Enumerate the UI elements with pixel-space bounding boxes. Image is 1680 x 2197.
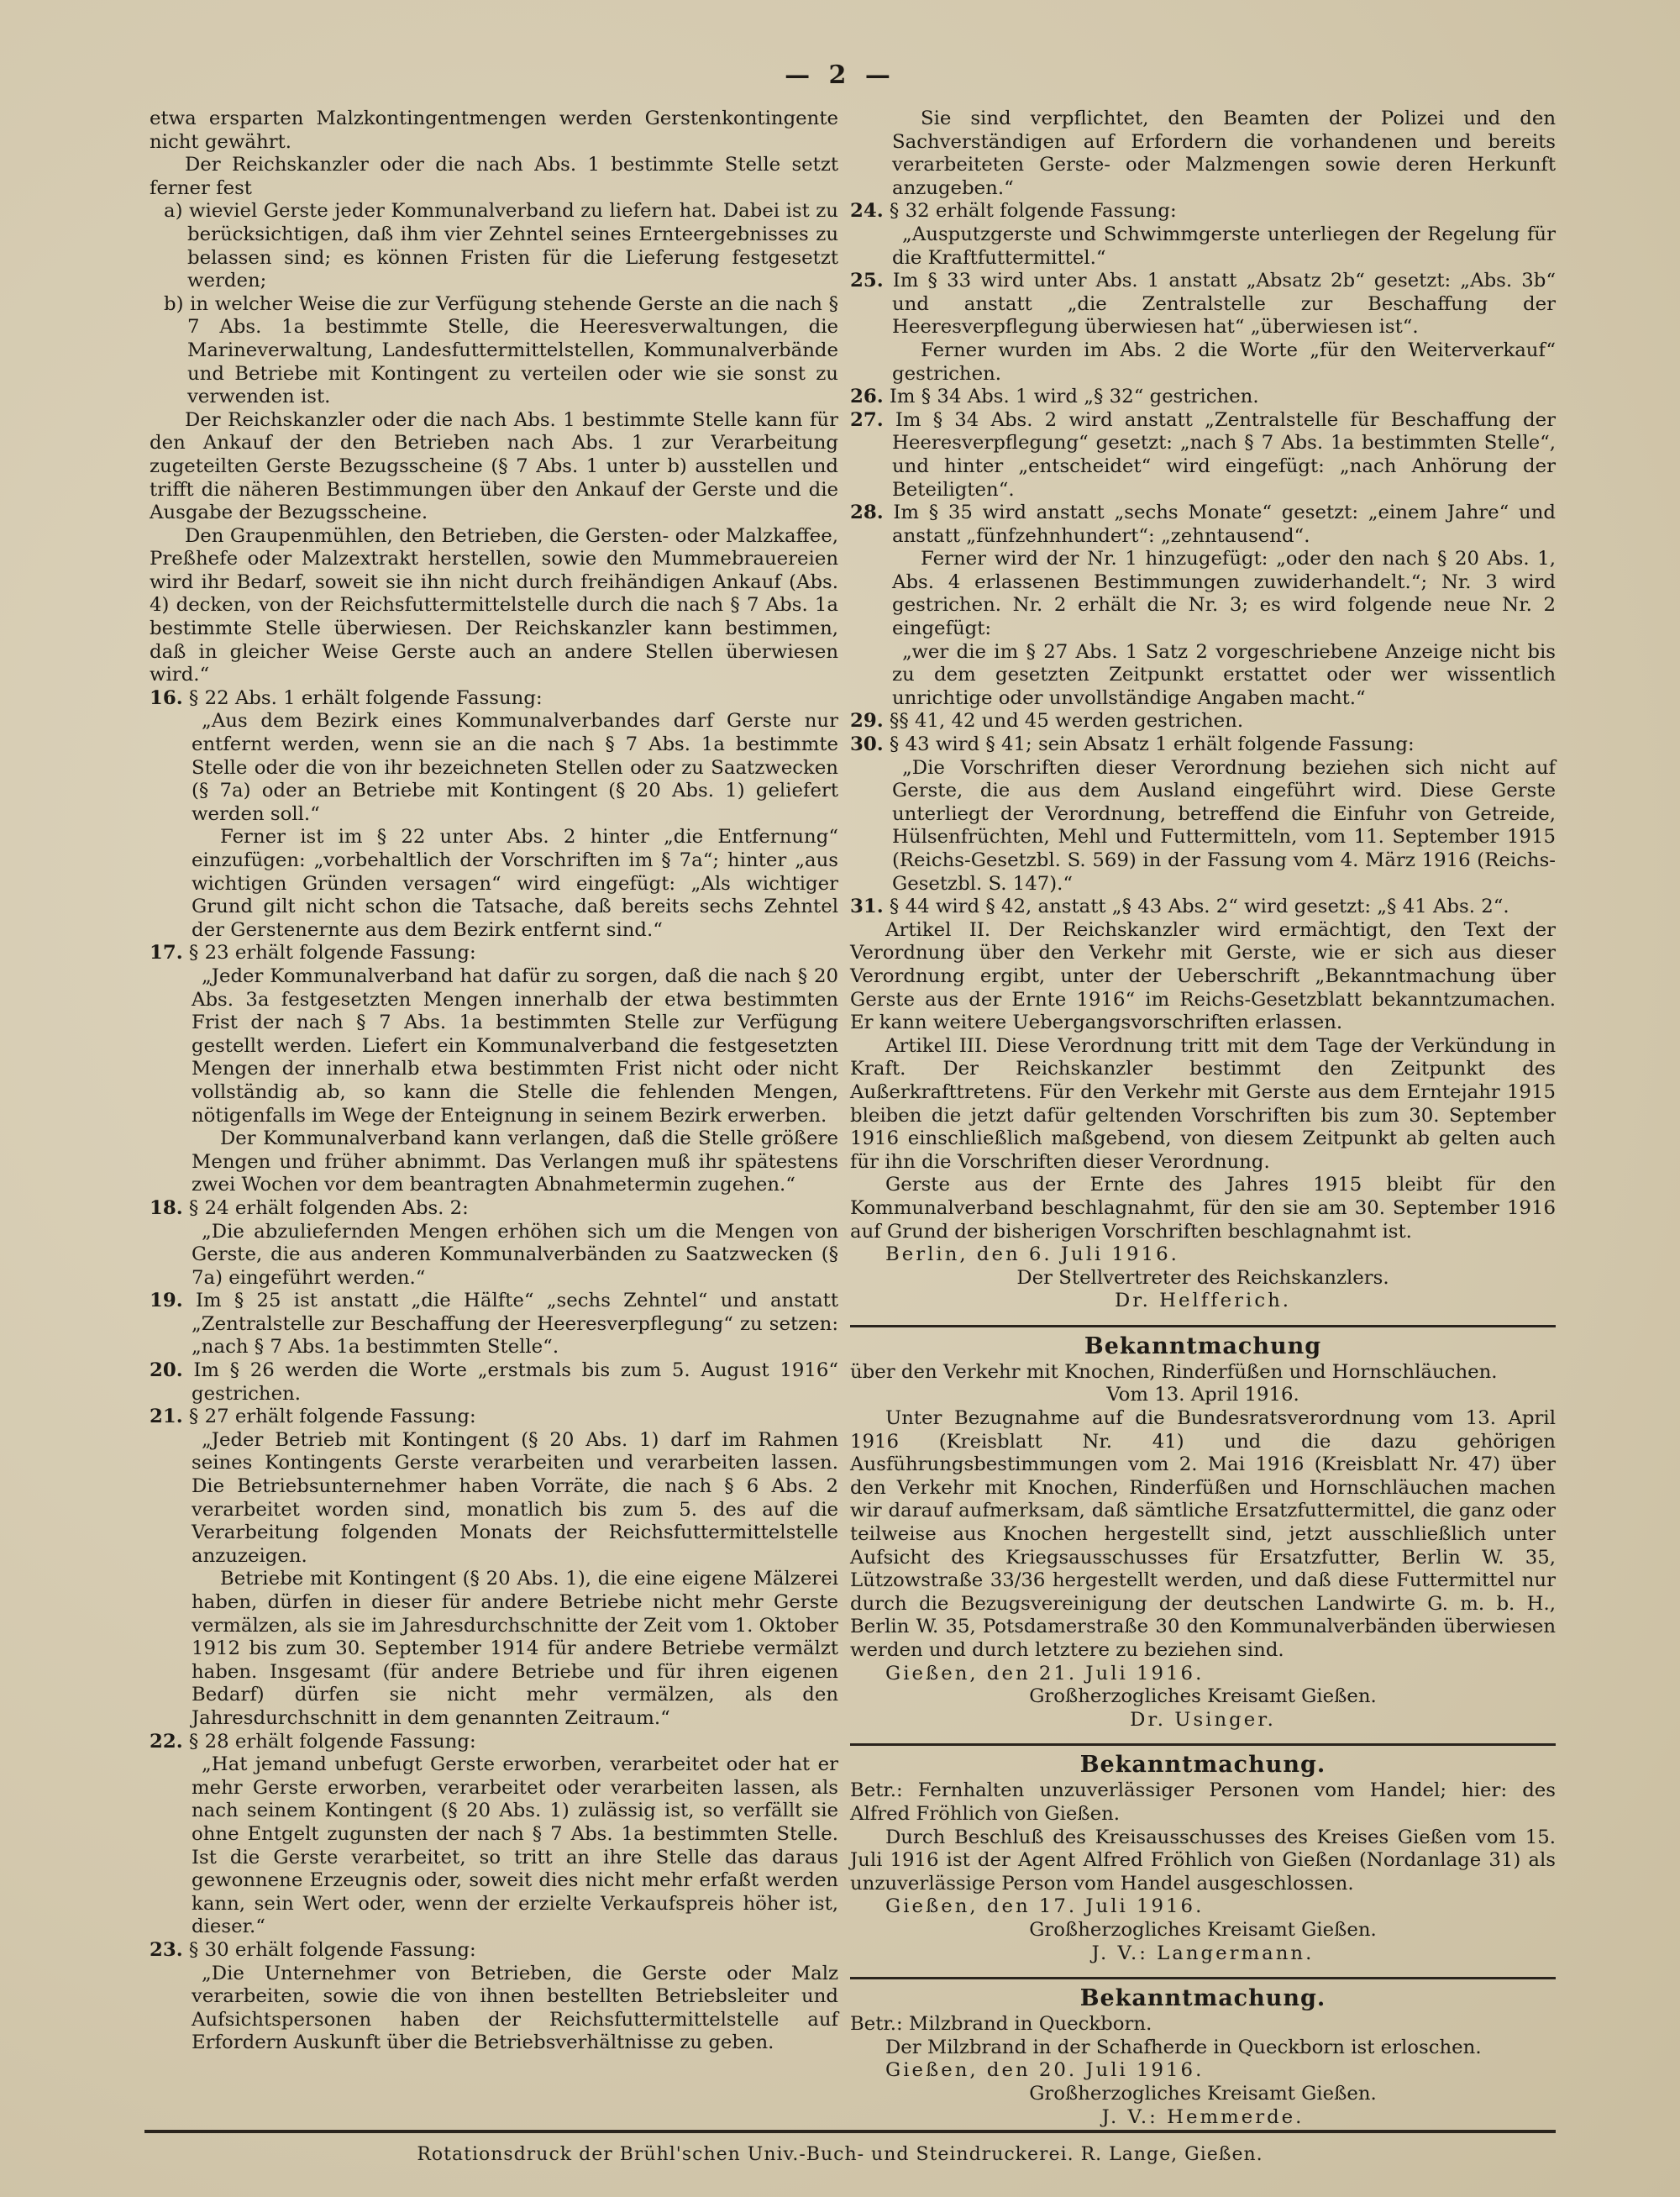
paragraph-text: §§ 41, 42 und 45 werden gestrichen.: [889, 710, 1244, 733]
paragraph-text: Dr. Helfferich.: [1114, 1290, 1292, 1312]
paragraph-text: Artikel II. Der Reichskanzler wird ermächtigt, den Text der Verordnung über den Verkehr mit Gerste, wie er sich aus dieser Verordnung ergibt, unter der Ueberschrift „Bekanntmachung über Gerste aus der Ernte 1916“ im Reichs-Gesetzblatt bekanntzumachen. Er kann weitere Uebergangsvorschriften erlassen.: [850, 918, 1556, 1034]
notice-heading: [850, 1751, 1556, 1779]
text-paragraph: [850, 2059, 1556, 2083]
paragraph-text: § 28 erhält folgende Fassung:: [188, 1730, 476, 1753]
paragraph-text: Berlin, den 6. Juli 1916.: [885, 1243, 1179, 1266]
item-number: 25.: [850, 270, 884, 292]
paragraph-text: § 24 erhält folgenden Abs. 2:: [188, 1196, 469, 1219]
text-paragraph: [150, 154, 838, 200]
text-paragraph: [850, 1663, 1556, 1686]
text-paragraph: [850, 2037, 1556, 2060]
paragraph-text: „Jeder Betrieb mit Kontingent (§ 20 Abs. 1) darf im Rahmen seines Kontingents Gerste verarbeiten und verarbeiten lassen. Die Betriebsunternehmer haben Vorräte, die nach § 6 Abs. 2 verarbeitet worden sind, monatlich bis zum 5. des auf die Verarbeitung folgenden Monats der Reichsfuttermittelstelle anzuzeigen.: [192, 1428, 838, 1567]
section-divider: [850, 1743, 1556, 1746]
text-paragraph: [850, 2083, 1556, 2106]
text-paragraph: [150, 1753, 838, 1939]
text-paragraph: [850, 1361, 1556, 1385]
text-paragraph: [850, 108, 1556, 200]
bottom-rule: [144, 2130, 1556, 2133]
text-paragraph: [850, 1779, 1556, 1826]
paragraph-text: Ferner wurden im Abs. 2 die Worte „für den Weiterverkauf“ gestrichen.: [892, 339, 1556, 385]
paragraph-text: „Aus dem Bezirk eines Kommunalverbandes darf Gerste nur entfernt werden, wenn sie an die nach § 7 Abs. 1a bestimmte Stelle oder die von ihr bezeichneten Stellen oder zu Saatzwecken (§ 7a) oder an Betriebe mit Kontingent (§ 20 Abs. 1) geliefert werden soll.“: [192, 710, 838, 825]
text-paragraph: [850, 339, 1556, 386]
paragraph-text: Gerste aus der Ernte des Jahres 1915 bleibt für den Kommunalverband beschlagnahmt, für den sie am 30. September 1916 auf Grund der bisherigen Vorschriften beschlagnahmt ist.: [850, 1174, 1556, 1243]
paragraph-text: „Die Unternehmer von Betrieben, die Gerste oder Malz verarbeiten, sowie die von ihnen bestellten Betriebsleiter und Aufsichtspersonen haben der Reichsfuttermittelstelle auf Erfordern Auskunft über die Betriebsverhältnisse zu geben.: [192, 1962, 838, 2054]
text-paragraph: [850, 1267, 1556, 1290]
paragraph-text: etwa ersparten Malzkontingentmengen werden Gerstenkontingente nicht gewährt.: [150, 108, 838, 153]
paragraph-text: Unter Bezugnahme auf die Bundesratsverordnung vom 13. April 1916 (Kreisblatt Nr. 41) und die dazu gehörigen Ausführungsbestimmungen vom 2. Mai 1916 (Kreisblatt Nr. 47) über den Verkehr mit Knochen, Rinderfüßen und Hornschläuchen machen wir darauf aufmerksam, daß sämtliche Ersatzfuttermittel, die ganz oder teilweise aus Knochen hergestellt sind, jetzt ausschließlich unter Aufsicht des Kriegsausschusses für Ersatzfutter, Berlin W. 35, Lützowstraße 33/36 hergestellt werden, und daß diese Futtermittel nur durch die Bezugsvereinigung der deutschen Landwirte G. m. b. H., Berlin W. 35, Potsdamerstraße 30 den Kommunalverbänden überwiesen werden und durch letztere zu beziehen sind.: [850, 1407, 1556, 1661]
section-divider: [850, 1977, 1556, 1979]
paragraph-text: „Ausputzgerste und Schwimmgerste unterliegen der Regelung für die Kraftfuttermittel.“: [892, 223, 1556, 269]
text-paragraph: [150, 1221, 838, 1290]
text-paragraph: [850, 1895, 1556, 1919]
text-paragraph: [850, 1407, 1556, 1663]
text-paragraph: [850, 409, 1556, 502]
text-paragraph: [850, 733, 1556, 757]
text-paragraph: [150, 1568, 838, 1730]
text-paragraph: [850, 200, 1556, 223]
paragraph-text: Im § 25 ist anstatt „die Hälfte“ „sechs Zehntel“ und anstatt „Zentralstelle zur Beschaffung der Heeresverpflegung“ zu setzen: „nach § 7 Abs. 1a bestimmten Stelle“.: [192, 1290, 838, 1359]
paragraph-text: Durch Beschluß des Kreisausschusses des Kreises Gießen vom 15. Juli 1916 ist der Agent Alfred Fröhlich von Gießen (Nordanlage 31) als unzuverlässige Person vom Handel ausgeschlossen.: [850, 1826, 1556, 1895]
paragraph-text: Betr.: Fernhalten unzuverlässiger Personen vom Handel; hier: des Alfred Fröhlich von Gießen.: [850, 1779, 1556, 1825]
paragraph-text: Der Stellvertreter des Reichskanzlers.: [1016, 1266, 1389, 1289]
text-paragraph: [150, 200, 838, 292]
paragraph-text: Sie sind verpflichtet, den Beamten der Polizei und den Sachverständigen auf Erfordern die vorhandenen und bereits verarbeiteten Gerste- oder Malzmengen sowie deren Herkunft anzugeben.“: [892, 108, 1556, 199]
text-paragraph: [850, 2106, 1556, 2130]
paragraph-text: Gießen, den 17. Juli 1916.: [885, 1895, 1205, 1918]
text-paragraph: [150, 293, 838, 409]
text-paragraph: [150, 826, 838, 942]
text-paragraph: [850, 223, 1556, 270]
paragraph-text: Vom 13. April 1916.: [1106, 1384, 1299, 1406]
item-number: 16.: [150, 686, 183, 709]
text-paragraph: [850, 710, 1556, 733]
text-paragraph: [150, 1406, 838, 1429]
paragraph-text: Bekanntmachung.: [1079, 1752, 1326, 1779]
text-paragraph: [850, 919, 1556, 1035]
paragraph-text: J. V.: Hemmerde.: [1101, 2105, 1305, 2128]
paragraph-text: Gießen, den 21. Juli 1916.: [885, 1662, 1205, 1685]
text-paragraph: [150, 1359, 838, 1406]
paragraph-text: Im § 35 wird anstatt „sechs Monate“ gesetzt: „einem Jahre“ und anstatt „fünfzehnhundert“: „zehntausend“.: [892, 502, 1556, 547]
text-paragraph: [150, 1963, 838, 2055]
text-paragraph: [850, 1685, 1556, 1709]
paragraph-text: § 23 erhält folgende Fassung:: [188, 942, 476, 964]
item-number: 17.: [150, 942, 183, 964]
section-divider: [850, 1325, 1556, 1327]
text-paragraph: [850, 386, 1556, 409]
item-number: 24.: [850, 200, 884, 223]
item-number: 28.: [850, 502, 884, 524]
paragraph-text: Der Reichskanzler oder die nach Abs. 1 bestimmte Stelle kann für den Ankauf der den Betrieben nach Abs. 1 zur Verarbeitung zugeteilten Gerste Bezugsscheine (§ 7 Abs. 1 unter b) ausstellen und trifft die näheren Bestimmungen über den Ankauf der Gerste und die Ausgabe der Bezugsscheine.: [150, 408, 838, 524]
text-paragraph: [150, 1127, 838, 1197]
paragraph-text: „Die abzuliefernden Mengen erhöhen sich um die Mengen von Gerste, die aus anderen Kommunalverbänden zu Saatzwecken (§ 7a) eingeführt werden.“: [192, 1220, 838, 1289]
text-paragraph: [150, 1939, 838, 1963]
text-paragraph: [850, 1942, 1556, 1966]
paragraph-text: Bekanntmachung: [1084, 1332, 1322, 1359]
text-paragraph: [850, 502, 1556, 548]
paragraph-text: Artikel III. Diese Verordnung tritt mit dem Tage der Verkündung in Kraft. Der Reichskanzler bestimmt den Zeitpunkt des Außerkrafttretens. Für den Verkehr mit Gerste aus dem Erntejahr 1915 bleiben die jetzt dafür geltenden Vorschriften bis zum 30. September 1916 einschließlich maßgebend, von diesem Zeitpunkt ab gelten auch für ihn die Vorschriften dieser Verordnung.: [850, 1034, 1556, 1173]
item-number: 26.: [850, 386, 884, 408]
text-paragraph: [150, 965, 838, 1127]
paragraph-text: über den Verkehr mit Knochen, Rinderfüßen und Hornschläuchen.: [850, 1360, 1498, 1383]
paragraph-text: § 43 wird § 41; sein Absatz 1 erhält folgende Fassung:: [889, 733, 1415, 756]
text-paragraph: [850, 896, 1556, 919]
paragraph-text: Ferner ist im § 22 unter Abs. 2 hinter „die Entfernung“ einzufügen: „vorbehaltlich der Vorschriften im § 7a“; hinter „aus wichtigen Gründen versagen“ wird eingefügt: „Als wichtiger Grund gilt nicht schon die Tatsache, daß bereits sechs Zehntel der Gerstenernte aus dem Bezirk entfernt sind.“: [192, 826, 838, 941]
page-number: — 2 —: [785, 60, 895, 90]
paragraph-text: Dr. Usinger.: [1130, 1708, 1276, 1731]
text-paragraph: [850, 1384, 1556, 1407]
paragraph-text: „wer die im § 27 Abs. 1 Satz 2 vorgeschriebene Anzeige nicht bis zu dem gesetzten Zeitpunkt erstattet oder wer wissentlich unrichtige oder unvollständige Angaben macht.“: [892, 640, 1556, 709]
text-paragraph: [850, 1709, 1556, 1732]
text-paragraph: [850, 1174, 1556, 1243]
paragraph-text: „Die Vorschriften dieser Verordnung beziehen sich nicht auf Gerste, die aus dem Ausland eingeführt wird. Diese Gerste unterliegt der Verordnung, betreffend die Einfuhr von Getreide, Hülsenfrüchten, Mehl und Futtermitteln, vom 11. September 1915 (Reichs-Gesetzbl. S. 569) in der Fassung vom 4. März 1916 (Reichs-Gesetzbl. S. 147).“: [892, 756, 1556, 895]
text-paragraph: [150, 710, 838, 826]
paragraph-text: Im § 26 werden die Worte „erstmals bis zum 5. August 1916“ gestrichen.: [192, 1359, 838, 1405]
paragraph-text: Im § 33 wird unter Abs. 1 anstatt „Absatz 2b“ gesetzt: „Abs. 3b“ und anstatt „die Zentralstelle zur Beschaffung der Heeresverpflegung überwiesen hat“ „überwiesen ist“.: [892, 270, 1556, 339]
text-paragraph: [850, 1919, 1556, 1942]
paragraph-text: Großherzogliches Kreisamt Gießen.: [1029, 1918, 1377, 1941]
text-paragraph: [150, 1197, 838, 1221]
paragraph-text: Der Kommunalverband kann verlangen, daß die Stelle größere Mengen und früher abnimmt. Das Verlangen muß ihr spätestens zwei Wochen vor dem beantragten Abnahmetermin zugehen.“: [192, 1127, 838, 1196]
paragraph-text: „Jeder Kommunalverband hat dafür zu sorgen, daß die nach § 20 Abs. 3a festgesetzten Mengen innerhalb der etwa bestimmten Frist der nach § 7 Abs. 1a bestimmten Stelle zur Verfügung gestellt werden. Liefert ein Kommunalverband die festgesetzten Mengen der innerhalb etwa bestimmten Frist nicht oder nicht vollständig ab, so kann die Stelle die fehlenden Mengen, nötigenfalls im Wege der Enteignung in seinem Bezirk erwerben.: [192, 964, 838, 1127]
paragraph-text: J. V.: Langermann.: [1091, 1942, 1315, 1964]
text-paragraph: [150, 1429, 838, 1569]
paragraph-text: Im § 34 Abs. 2 wird anstatt „Zentralstelle für Beschaffung der Heeresverpflegung“ gesetzt: „nach § 7 Abs. 1a bestimmten Stelle“, und hinter „entscheidet“ wird eingefügt: „nach Anhörung der Beteiligten“.: [892, 408, 1557, 501]
paragraph-text: Der Milzbrand in der Schafherde in Queckborn ist erloschen.: [885, 2036, 1482, 2058]
paragraph-text: a) wieviel Gerste jeder Kommunalverband zu liefern hat. Dabei ist zu berücksichtigen, daß ihm vier Zehntel seines Ernteergebnisses zu belassen sind; es können Fristen für die Lieferung festgesetzt werden;: [164, 200, 838, 292]
text-paragraph: [150, 1290, 838, 1359]
text-paragraph: [850, 757, 1556, 896]
paragraph-text: § 27 erhält folgende Fassung:: [188, 1406, 476, 1428]
text-paragraph: [850, 548, 1556, 640]
paragraph-text: § 44 wird § 42, anstatt „§ 43 Abs. 2“ wird gesetzt: „§ 41 Abs. 2“.: [889, 896, 1509, 918]
item-number: 22.: [150, 1730, 183, 1753]
item-number: 29.: [850, 710, 884, 733]
text-paragraph: [150, 687, 838, 711]
left-column: [150, 108, 838, 2055]
text-paragraph: [850, 1290, 1556, 1313]
printer-footer: Rotationsdruck der Brühl'schen Univ.-Buch- und Steindruckerei. R. Lange, Gießen.: [417, 2144, 1263, 2165]
paragraph-text: Den Graupenmühlen, den Betrieben, die Gersten- oder Malzkaffee, Preßhefe oder Malzextrakt herstellen, sowie den Mummebrauereien wird ihr Bedarf, soweit sie ihn nicht durch freihändigen Ankauf (Abs. 4) decken, von der Reichsfuttermittelstelle durch die nach § 7 Abs. 1a bestimmte Stelle überwiesen. Der Reichskanzler kann bestimmen, daß in gleicher Weise Gerste auch an andere Stellen überwiesen wird.“: [150, 524, 838, 686]
paragraph-text: § 30 erhält folgende Fassung:: [188, 1938, 476, 1961]
paragraph-text: Großherzogliches Kreisamt Gießen.: [1029, 2082, 1377, 2105]
paragraph-text: § 22 Abs. 1 erhält folgende Fassung:: [188, 686, 543, 709]
item-number: 30.: [850, 733, 884, 756]
item-number: 31.: [850, 896, 884, 918]
item-number: 19.: [150, 1290, 183, 1312]
text-paragraph: [850, 1826, 1556, 1896]
notice-heading: [850, 1332, 1556, 1361]
text-paragraph: [850, 1243, 1556, 1267]
paragraph-text: Betr.: Milzbrand in Queckborn.: [850, 2013, 1152, 2036]
paragraph-text: Betriebe mit Kontingent (§ 20 Abs. 1), die eine eigene Mälzerei haben, dürfen in dieser für andere Betriebe nicht mehr Gerste vermälzen, als sie im Jahresdurchschnitte der Zeit vom 1. Oktober 1912 bis zum 30. September 1914 für andere Betriebe vermälzt haben. Insgesamt (für andere Betriebe und für ihren eigenen Bedarf) dürfen sie nicht mehr vermälzen, als den Jahresdurchschnitt in dem genannten Zeitraum.“: [192, 1568, 838, 1729]
text-paragraph: [150, 409, 838, 525]
item-number: 20.: [150, 1359, 183, 1382]
item-number: 21.: [150, 1406, 183, 1428]
text-paragraph: [150, 108, 838, 154]
item-number: 18.: [150, 1196, 183, 1219]
paragraph-text: Ferner wird der Nr. 1 hinzugefügt: „oder den nach § 20 Abs. 1, Abs. 4 erlassenen Bestimmungen zuwiderhandelt.“; Nr. 3 wird gestrichen. Nr. 2 erhält die Nr. 3; es wird folgende neue Nr. 2 eingefügt:: [892, 548, 1556, 640]
text-paragraph: [150, 942, 838, 965]
text-paragraph: [850, 1035, 1556, 1175]
item-number: 23.: [150, 1938, 183, 1961]
text-paragraph: [850, 2013, 1556, 2037]
paragraph-text: Bekanntmachung.: [1079, 1985, 1326, 2012]
paragraph-text: Gießen, den 20. Juli 1916.: [885, 2059, 1205, 2082]
paragraph-text: Der Reichskanzler oder die nach Abs. 1 bestimmte Stelle setzt ferner fest: [150, 154, 838, 199]
paragraph-text: Im § 34 Abs. 1 wird „§ 32“ gestrichen.: [889, 386, 1259, 408]
text-paragraph: [150, 525, 838, 687]
right-column: [850, 108, 1556, 2129]
text-paragraph: [850, 270, 1556, 339]
notice-heading: [850, 1984, 1556, 2013]
paragraph-text: § 32 erhält folgende Fassung:: [889, 200, 1177, 223]
text-paragraph: [850, 641, 1556, 711]
text-paragraph: [150, 1731, 838, 1754]
paragraph-text: b) in welcher Weise die zur Verfügung stehende Gerste an die nach § 7 Abs. 1a bestimmte Stelle, die Heeresverwaltungen, die Marineverwaltung, Landesfuttermittelstellen, Kommunalverbände und Betriebe mit Kontingent zu verteilen oder wie sie sonst zu verwenden ist.: [164, 292, 838, 408]
paragraph-text: Großherzogliches Kreisamt Gießen.: [1029, 1685, 1377, 1708]
item-number: 27.: [850, 408, 884, 431]
paragraph-text: „Hat jemand unbefugt Gerste erworben, verarbeitet oder hat er mehr Gerste erworben, verarbeitet oder verarbeiten lassen, als nach seinem Kontingent (§ 20 Abs. 1) zulässig ist, so verfällt sie ohne Entgelt zugunsten der nach § 7 Abs. 1a bestimmten Stelle. Ist die Gerste verarbeitet, so tritt an ihre Stelle das daraus gewonnene Erzeugnis oder, soweit dies nicht mehr erfaßt werden kann, sein Wert oder, wenn der erzielte Verkaufspreis höher ist, dieser.“: [192, 1753, 838, 1938]
